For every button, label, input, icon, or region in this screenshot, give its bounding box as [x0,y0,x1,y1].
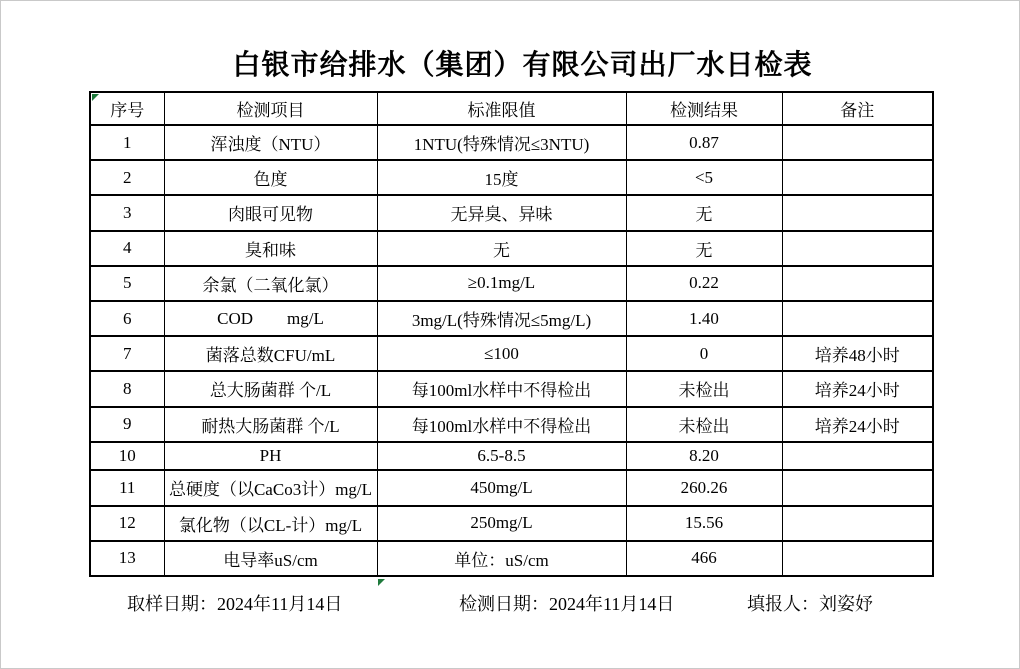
cell-note [782,470,933,505]
cell-limit: 每100ml水样中不得检出 [377,371,626,406]
cell-note: 培养24小时 [782,371,933,406]
cell-no: 1 [90,125,164,160]
table-row [90,506,933,541]
cell-item: 耐热大肠菌群 个/L [164,407,377,442]
cell-no: 6 [90,301,164,336]
cell-note [782,541,933,576]
cell-result: 1.40 [626,301,782,336]
cell-item: 总硬度（以CaCo3计）mg/L [164,470,377,505]
cell-note [782,506,933,541]
report-footer [1,590,1020,616]
cell-no: 8 [90,371,164,406]
cell-result: <5 [626,160,782,195]
table-row [90,407,933,442]
cell-note [782,266,933,301]
cell-note [782,195,933,230]
reporter-label: 填报人：刘姿妤 [747,594,873,614]
cell-limit: ≥0.1mg/L [377,266,626,301]
col-header-result: 检测结果 [626,92,782,125]
cell-note [782,442,933,471]
cell-error-flag-below-icon [378,579,385,586]
cell-note [782,160,933,195]
cell-item: 余氯（二氧化氯） [164,266,377,301]
cell-result: 0.87 [626,125,782,160]
col-header-item: 检测项目 [164,92,377,125]
cell-no: 12 [90,506,164,541]
cell-no: 9 [90,407,164,442]
cell-result: 无 [626,231,782,266]
cell-result: 0.22 [626,266,782,301]
table-row [90,442,933,471]
cell-no: 11 [90,470,164,505]
daily-inspection-table [89,91,934,577]
col-header-limit: 标准限值 [377,92,626,125]
sampling-date-label: 取样日期：2024年11月14日 [127,594,343,614]
table-row [90,371,933,406]
cell-limit: 每100ml水样中不得检出 [377,407,626,442]
cell-limit: 单位：uS/cm [377,541,626,576]
cell-item: PH [164,442,377,471]
cell-note [782,125,933,160]
col-header-no: 序号 [90,92,164,125]
cell-limit: 6.5-8.5 [377,442,626,471]
cell-no: 10 [90,442,164,471]
cell-limit: 无 [377,231,626,266]
cell-item: COD mg/L [164,301,377,336]
cell-no: 2 [90,160,164,195]
cell-limit: 250mg/L [377,506,626,541]
cell-limit: ≤100 [377,336,626,371]
table-body [90,125,933,576]
cell-result: 0 [626,336,782,371]
cell-item: 肉眼可见物 [164,195,377,230]
table-row [90,266,933,301]
cell-result: 8.20 [626,442,782,471]
col-header-note: 备注 [782,92,933,125]
cell-item: 菌落总数CFU/mL [164,336,377,371]
cell-result: 466 [626,541,782,576]
table-row [90,336,933,371]
cell-limit: 15度 [377,160,626,195]
table-row [90,195,933,230]
page-title: 白银市给排水（集团）有限公司出厂水日检表 [232,50,813,81]
table-row [90,231,933,266]
cell-limit: 1NTU(特殊情况≤3NTU) [377,125,626,160]
cell-no: 4 [90,231,164,266]
table-header-row [90,92,933,125]
cell-item: 浑浊度（NTU） [164,125,377,160]
cell-item: 氯化物（以CL-计）mg/L [164,506,377,541]
cell-note [782,231,933,266]
cell-limit: 无异臭、异味 [377,195,626,230]
cell-no: 5 [90,266,164,301]
table-row [90,541,933,576]
cell-result: 无 [626,195,782,230]
cell-result: 未检出 [626,371,782,406]
cell-item: 总大肠菌群 个/L [164,371,377,406]
cell-item: 电导率uS/cm [164,541,377,576]
cell-limit: 3mg/L(特殊情况≤5mg/L) [377,301,626,336]
cell-result: 260.26 [626,470,782,505]
cell-result: 未检出 [626,407,782,442]
cell-note: 培养24小时 [782,407,933,442]
cell-note [782,301,933,336]
table-row [90,470,933,505]
table-row [90,301,933,336]
test-date-label: 检测日期：2024年11月14日 [459,594,675,614]
cell-result: 15.56 [626,506,782,541]
table-row [90,160,933,195]
cell-note: 培养48小时 [782,336,933,371]
cell-no: 3 [90,195,164,230]
table-row [90,125,933,160]
cell-item: 色度 [164,160,377,195]
cell-limit: 450mg/L [377,470,626,505]
cell-no: 13 [90,541,164,576]
cell-no: 7 [90,336,164,371]
cell-item: 臭和味 [164,231,377,266]
